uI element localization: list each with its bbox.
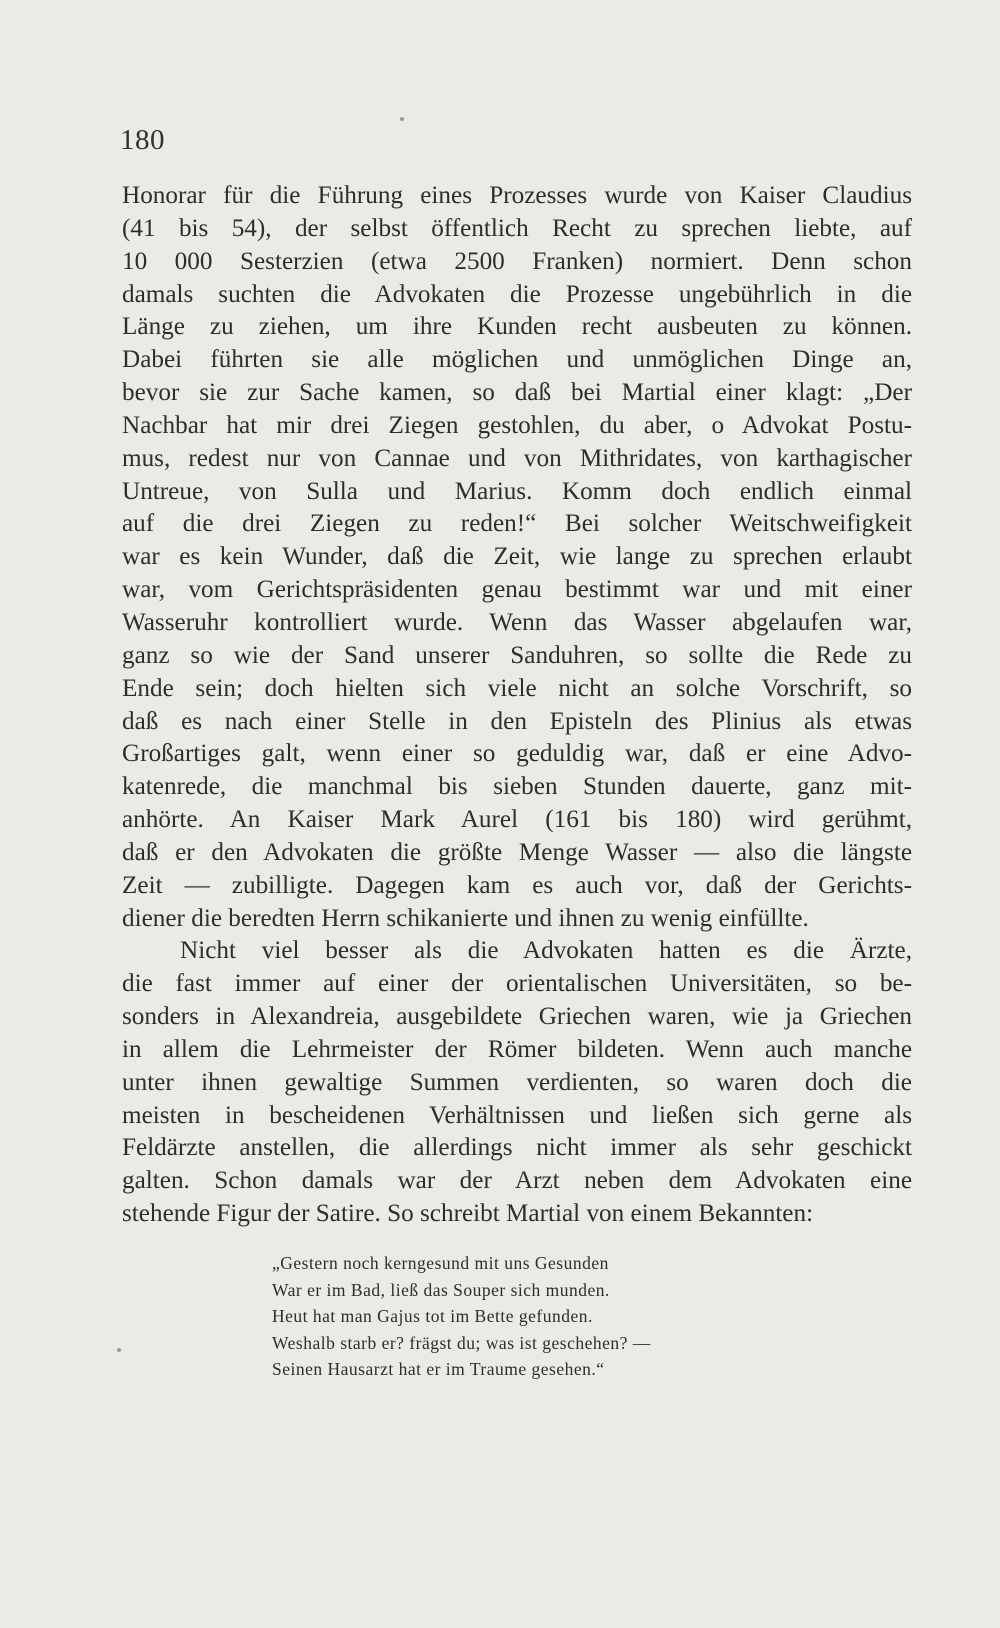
text-line: daß er den Advokaten die größte Menge Wasser — also die längste <box>122 838 912 866</box>
text-line: Untreue, von Sulla und Marius. Komm doch endlich einmal <box>122 477 912 505</box>
text-line: anhörte. An Kaiser Mark Aurel (161 bis 180) wird gerühmt, <box>122 806 912 834</box>
poem-line: Weshalb starb er? frägst du; was ist geschehen? — <box>272 1332 651 1353</box>
poem-line: „Gestern noch kerngesund mit uns Gesunden <box>272 1253 609 1273</box>
text-line: Nachbar hat mir drei Ziegen gestohlen, du aber, o Advokat Postu- <box>122 411 912 439</box>
text-line: war, vom Gerichtspräsidenten genau bestimmt war und mit einer <box>122 576 912 604</box>
text-line: Dabei führten sie alle möglichen und unmöglichen Dinge an, <box>122 346 912 374</box>
text-line: Ende sein; doch hielten sich viele nicht an solche Vorschrift, so <box>122 674 912 702</box>
text-line: Wasseruhr kontrolliert wurde. Wenn das Wasser abgelaufen war, <box>122 608 912 636</box>
text-line: Zeit — zubilligte. Dagegen kam es auch vor, daß der Gerichts- <box>122 871 912 899</box>
text-line: auf die drei Ziegen zu reden!“ Bei solcher Weitschweifigkeit <box>122 510 912 538</box>
text-line: Großartiges galt, wenn einer so geduldig war, daß er eine Advo- <box>122 740 912 768</box>
text-line: Feldärzte anstellen, die allerdings nicht immer als sehr geschickt <box>122 1134 912 1162</box>
text-line: diener die beredten Herrn schikanierte und ihnen zu wenig einfüllte. <box>122 904 809 932</box>
print-speck <box>117 1348 121 1352</box>
text-line: 10 000 Sesterzien (etwa 2500 Franken) normiert. Denn schon <box>122 247 912 275</box>
text-line: galten. Schon damals war der Arzt neben dem Advokaten eine <box>122 1167 912 1195</box>
text-line: die fast immer auf einer der orientalischen Universitäten, so be- <box>122 970 912 998</box>
text-line: damals suchten die Advokaten die Prozesse ungebührlich in die <box>122 280 912 308</box>
text-line: stehende Figur der Satire. So schreibt Martial von einem Bekannten: <box>122 1200 814 1228</box>
poem-line: War er im Bad, ließ das Souper sich munden. <box>272 1279 610 1300</box>
text-line: Nicht viel besser als die Advokaten hatten es die Ärzte, <box>180 937 912 965</box>
poem-quote <box>272 1250 832 1383</box>
page-number: 180 <box>120 124 165 156</box>
poem-line: Heut hat man Gajus tot im Bette gefunden. <box>272 1306 593 1327</box>
text-line: daß es nach einer Stelle in den Episteln des Plinius als etwas <box>122 707 912 735</box>
body-text <box>122 180 912 1231</box>
paragraph <box>122 935 912 1231</box>
text-line: war es kein Wunder, daß die Zeit, wie lange zu sprechen erlaubt <box>122 543 912 571</box>
poem-line: Seinen Hausarzt hat er im Traume gesehen.“ <box>272 1359 605 1380</box>
text-line: (41 bis 54), der selbst öffentlich Recht zu sprechen liebte, auf <box>122 214 912 242</box>
text-line: in allem die Lehrmeister der Römer bildeten. Wenn auch manche <box>122 1035 912 1063</box>
text-line: mus, redest nur von Cannae und von Mithridates, von karthagischer <box>122 444 912 472</box>
text-line: Länge zu ziehen, um ihre Kunden recht ausbeuten zu können. <box>122 313 912 341</box>
text-line: bevor sie zur Sache kamen, so daß bei Martial einer klagt: „Der <box>122 379 912 407</box>
paragraph <box>122 180 912 935</box>
text-line: Honorar für die Führung eines Prozesses wurde von Kaiser Claudius <box>122 182 912 209</box>
text-line: meisten in bescheidenen Verhältnissen und ließen sich gerne als <box>122 1101 912 1129</box>
text-line: unter ihnen gewaltige Summen verdienten, so waren doch die <box>122 1068 912 1096</box>
print-speck <box>400 117 404 121</box>
text-line: ganz so wie der Sand unserer Sanduhren, so sollte die Rede zu <box>122 641 912 669</box>
text-line: katenrede, die manchmal bis sieben Stunden dauerte, ganz mit- <box>122 773 912 801</box>
text-line: sonders in Alexandreia, ausgebildete Griechen waren, wie ja Griechen <box>122 1003 912 1031</box>
